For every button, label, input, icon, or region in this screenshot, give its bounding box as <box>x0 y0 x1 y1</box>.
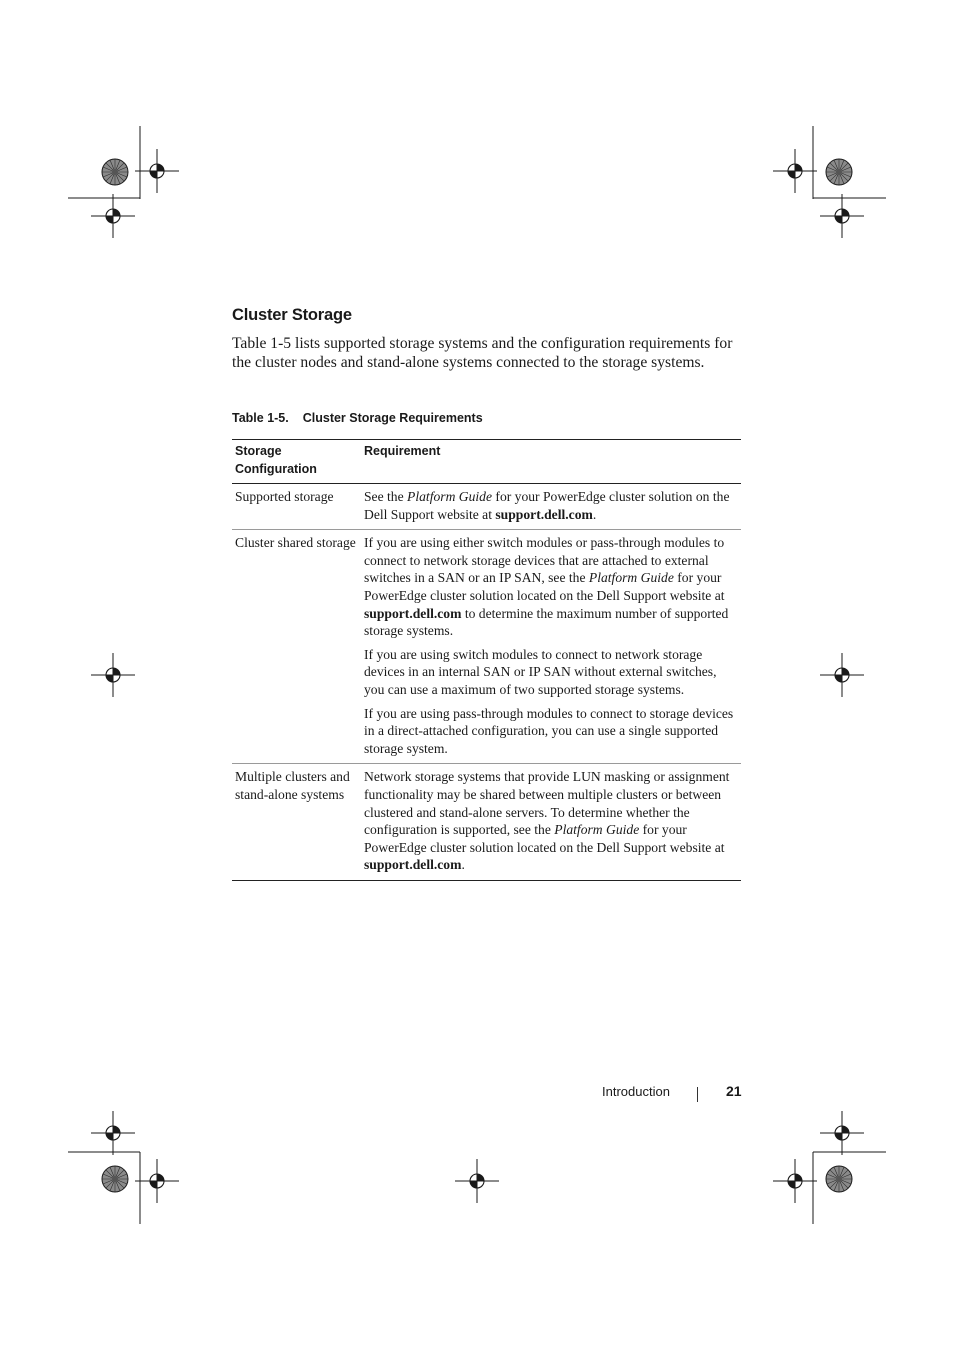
platform-guide-reference: Platform Guide <box>588 570 674 586</box>
row-config-cell: Multiple clusters and stand-alone systems <box>232 764 361 881</box>
row-requirement-cell <box>361 764 741 881</box>
table-row <box>232 764 741 881</box>
table-caption <box>232 411 483 425</box>
row-requirement-cell <box>361 484 741 530</box>
table-caption-number: Table 1-5. <box>232 411 289 425</box>
requirement-paragraph: If you are using either switch modules or pass-through modules to connect to network storage devices that are attached to external switches in a SAN or an IP SAN, see the Platform Guide for your PowerEdge cluster solution located on the Dell Support website at support.dell.com to determine the maximum number of supported storage systems. <box>364 535 729 639</box>
platform-guide-reference: Platform Guide <box>407 489 493 504</box>
support-site-link-text: support.dell.com <box>364 857 462 873</box>
footer-section-name: Introduction <box>602 1084 670 1099</box>
header-requirement: Requirement <box>361 440 741 484</box>
page-number: 21 <box>726 1083 742 1099</box>
requirement-paragraph: If you are using switch modules to connect to network storage devices in an internal SAN or IP SAN without external switches, you can use a maximum of two supported storage systems. <box>364 646 717 697</box>
requirement-paragraph: See the Platform Guide for your PowerEdge cluster solution on the Dell Support website at support.dell.com. <box>364 489 730 522</box>
table-row <box>232 530 741 764</box>
table-header-row <box>232 440 741 484</box>
table-caption-title: Cluster Storage Requirements <box>302 411 483 425</box>
requirement-paragraph: Network storage systems that provide LUN masking or assignment functionality may be shared between multiple clusters or between clustered and stand-alone servers. To determine whether the configuration is supported, see the Platform Guide for your PowerEdge cluster solution located on the Dell Support website at support.dell.com. <box>364 769 730 873</box>
header-storage-configuration: Storage Configuration <box>232 440 361 484</box>
row-config-cell: Cluster shared storage <box>232 530 361 764</box>
support-site-link-text: support.dell.com <box>495 506 593 522</box>
footer-separator <box>697 1087 698 1102</box>
row-requirement-cell <box>361 530 741 764</box>
intro-paragraph: Table 1-5 lists supported storage systems and the configuration requirements for the cluster nodes and stand-alone systems connected to the storage systems. <box>232 335 733 372</box>
cluster-storage-requirements-table <box>232 439 741 881</box>
platform-guide-reference: Platform Guide <box>554 822 640 838</box>
requirement-paragraph: If you are using pass-through modules to connect to storage devices in a direct-attached configuration, you can use a single supported storage system. <box>364 705 734 756</box>
table-row <box>232 484 741 530</box>
support-site-link-text: support.dell.com <box>364 605 462 621</box>
row-config-cell: Supported storage <box>235 489 334 504</box>
section-heading: Cluster Storage <box>232 306 352 324</box>
